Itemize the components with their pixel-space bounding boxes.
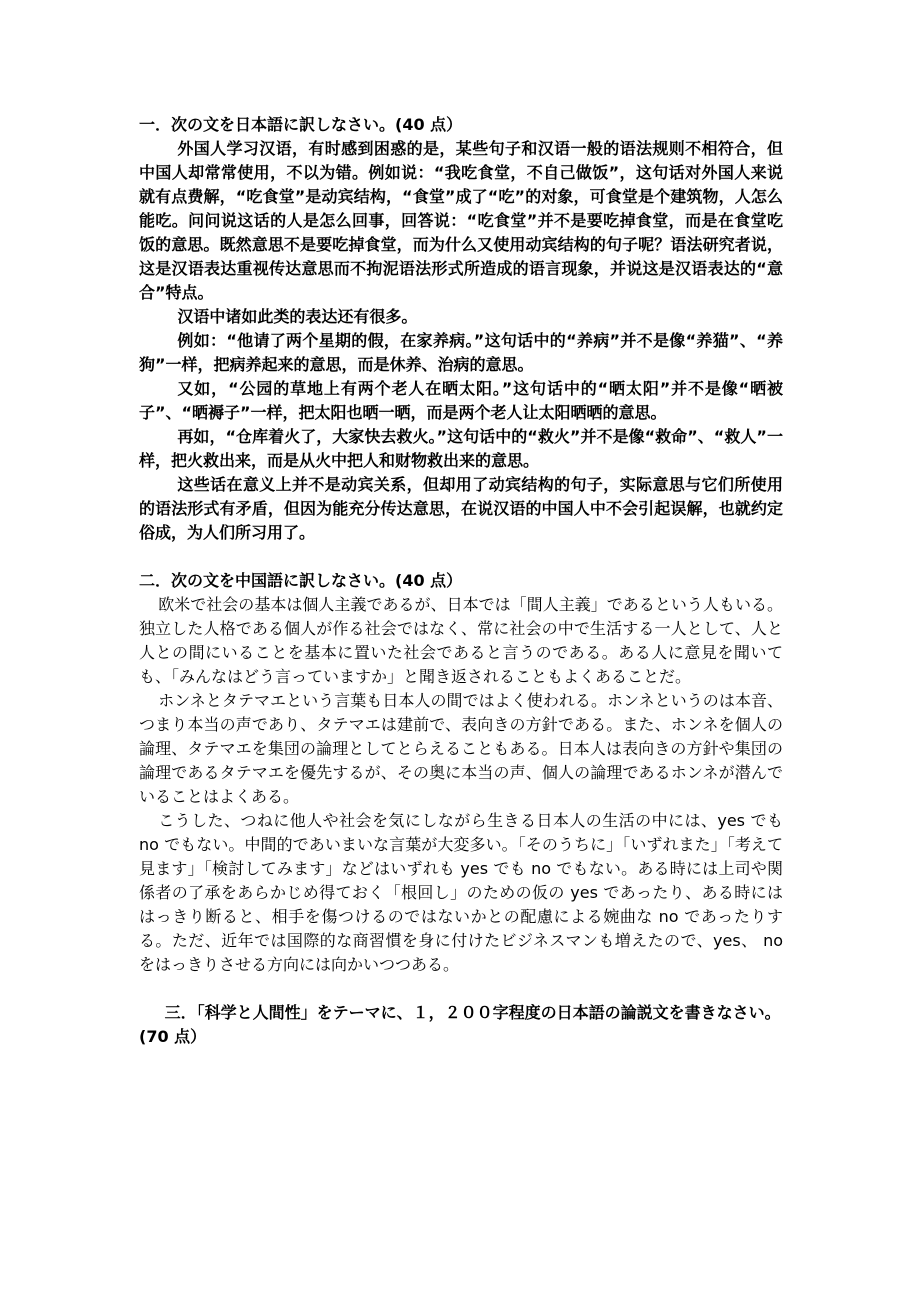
section1-paragraph: 这些话在意义上并不是动宾关系，但却用了动宾结构的句子，实际意思与它们所使用的语法形式有矛盾，但因为能充分传达意思，在说汉语的中国人中不会引起误解，也就约定俗成，为人们所习用了。 xyxy=(139,475,783,542)
section1-paragraph: 再如，“仓库着火了，大家快去救火。”这句话中的“救火”并不是像“救命”、“救人”一样，把火救出来，而是从火中把人和财物救出来的意思。 xyxy=(139,427,783,470)
section1-paragraph: 外国人学习汉语，有时感到困惑的是，某些句子和汉语一般的语法规则不相符合，但中国人却常常使用，不以为错。例如说：“我吃食堂，不自己做饭”，这句话对外国人来说就有点费解，“吃食堂”是动宾结构，“食堂”成了“吃”的对象，可食堂是个建筑物，人怎么能吃。问问说这话的人是怎么回事，回答说：“吃食堂”并不是要吃掉食堂，而是在食堂吃饭的意思。既然意思不是要吃掉食堂，而为什么又使用动宾结构的句子呢？语法研究者说，这是汉语表达重视传达意思而不拘泥语法形式所造成的语言现象，并说这是汉语表达的“意合”特点。 xyxy=(139,139,783,302)
section2-paragraph: 欧米で社会の基本は個人主義であるが、日本では「間人主義」であるという人もいる。独立した人格である個人が作る社会ではなく、常に社会の中で生活する一人として、人と人との間にいることを基本に置いた社会であると言うのである。ある人に意見を聞いても、「みんなはどう言っていますか」と聞き返されることもよくあることだ。 xyxy=(139,595,783,686)
spacer xyxy=(139,545,783,569)
section2-paragraph: ホンネとタテマエという言葉も日本人の間ではよく使われる。ホンネというのは本音、つまり本当の声であり、タテマエは建前で、表向きの方針である。また、ホンネを個人の論理、タテマエを集団の論理としてとらえることもある。日本人は表向きの方針や集団の論理であるタテマエを優先するが、その奥に本当の声、個人の論理であるホンネが潜んでいることはよくある。 xyxy=(139,691,783,806)
section1-paragraph: 汉语中诸如此类的表达还有很多。 xyxy=(177,307,418,326)
section2-paragraph: こうした、つねに他人や社会を気にしながら生きる日本人の生活の中には、yes でも no でもない。中間的であいまいな言葉が大変多い。「そのうちに」「いずれまた」「考えて見ます」「検討してみます」などはいずれも yes でも no でもない。ある時には上司や関係者の了承をあらかじめ得ておく「根回し」のための仮の yes であったり、ある時にははっきり断ると、相手を傷つけるのではないかとの配慮による婉曲な no であったりする。ただ、近年では国際的な商習慣を身に付けたビジネスマンも増えたので、yes、 no をはっきりさせる方向には向かいつつある。 xyxy=(139,811,783,974)
section3-heading: 三．「科学と人間性」をテーマに、１，２００字程度の日本語の論説文を書きなさい。(70 点） xyxy=(139,1003,781,1046)
spacer xyxy=(139,977,783,1001)
exam-page xyxy=(139,113,783,1049)
section1-heading: 一．次の文を日本語に訳しなさい。(40 点） xyxy=(139,115,463,134)
section2-heading: 二．次の文を中国語に訳しなさい。(40 点） xyxy=(139,571,463,590)
section1-paragraph: 又如，“公园的草地上有两个老人在晒太阳。”这句话中的“晒太阳”并不是像“晒被子”、“晒褥子”一样，把太阳也晒一晒，而是两个老人让太阳晒晒的意思。 xyxy=(139,379,783,422)
section1-paragraph: 例如：“他请了两个星期的假，在家养病。”这句话中的“养病”并不是像“养猫”、“养狗”一样，把病养起来的意思，而是休养、治病的意思。 xyxy=(139,331,783,374)
